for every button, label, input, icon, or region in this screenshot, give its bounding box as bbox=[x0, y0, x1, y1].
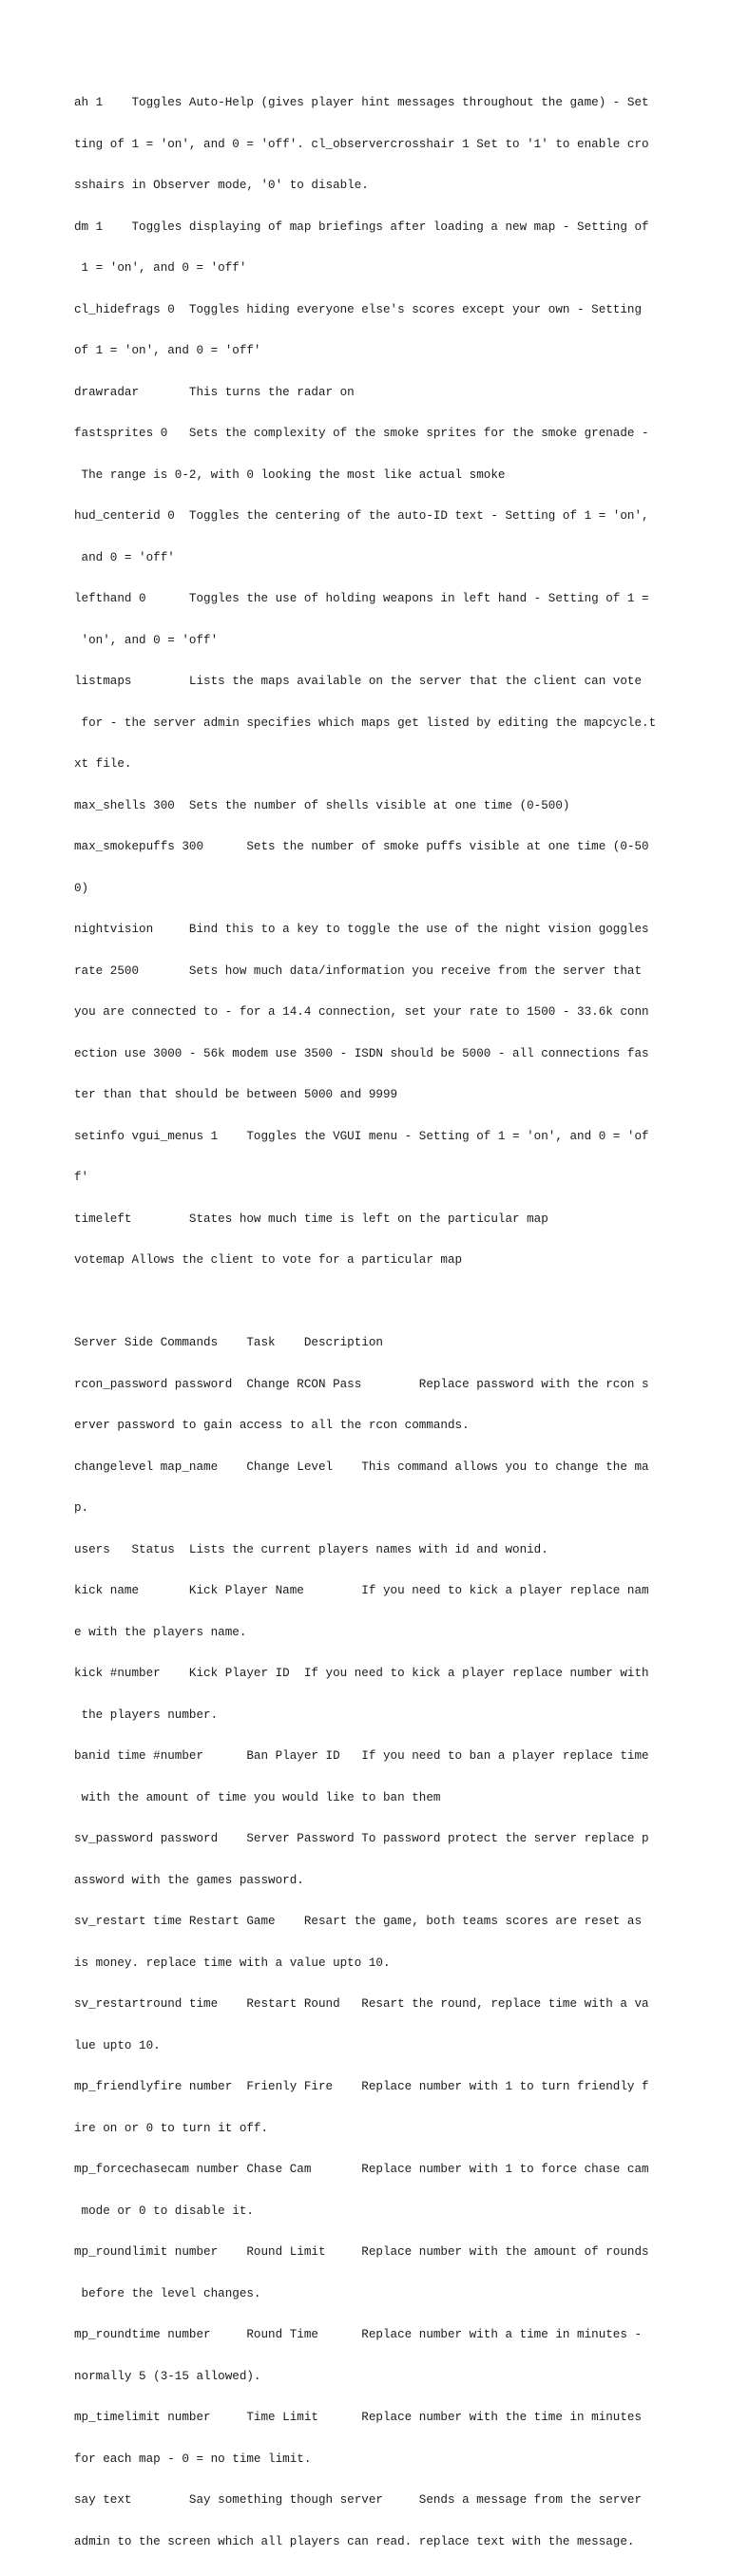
text-line: nightvision Bind this to a key to toggle the use of the night vision goggles bbox=[74, 923, 649, 936]
text-line: the players number. bbox=[74, 1708, 219, 1722]
text-line: votemap Allows the client to vote for a particular map bbox=[74, 1253, 463, 1267]
text-line: hud_centerid 0 Toggles the centering of the auto-ID text - Setting of 1 = 'on', bbox=[74, 509, 649, 523]
text-line: e with the players name. bbox=[74, 1625, 247, 1639]
text-line: timeleft States how much time is left on the particular map bbox=[74, 1212, 548, 1226]
text-line: before the level changes. bbox=[74, 2286, 261, 2300]
text-line: listmaps Lists the maps available on the server that the client can vote bbox=[74, 675, 643, 688]
text-line: mp_roundtime number Round Time Replace number with a time in minutes - bbox=[74, 2328, 643, 2341]
text-line: say text Say something though server Sends a message from the server bbox=[74, 2493, 643, 2507]
text-line: dm 1 Toggles displaying of map briefings after loading a new map - Setting of bbox=[74, 219, 649, 234]
text-line: normally 5 (3-15 allowed). bbox=[74, 2369, 261, 2383]
text-line: ire on or 0 to turn it off. bbox=[74, 2121, 269, 2135]
text-line: fastsprites 0 Sets the complexity of the smoke sprites for the smoke grenade - bbox=[74, 427, 649, 440]
text-line: for - the server admin specifies which maps get listed by editing the mapcycle.t bbox=[74, 716, 657, 730]
text-line: admin to the screen which all players can read. replace text with the message. bbox=[74, 2534, 635, 2548]
text-line: sv_restartround time Restart Round Resart the round, replace time with a va bbox=[74, 1997, 649, 2011]
text-line: with the amount of time you would like to ban them bbox=[74, 1790, 441, 1804]
text-line: max_shells 300 Sets the number of shells visible at one time (0-500) bbox=[74, 798, 570, 812]
text-line: mode or 0 to disable it. bbox=[74, 2204, 254, 2218]
text-line: ter than that should be between 5000 and 9999 bbox=[74, 1088, 398, 1101]
text-line: changelevel map_name Change Level This command allows you to change the ma bbox=[74, 1460, 649, 1474]
text-line: lefthand 0 Toggles the use of holding weapons in left hand - Setting of 1 = bbox=[74, 592, 649, 605]
text-line: lue upto 10. bbox=[74, 2038, 161, 2052]
text-line: mp_timelimit number Time Limit Replace number with the time in minutes bbox=[74, 2411, 643, 2424]
text-line: is money. replace time with a value upto 10. bbox=[74, 1956, 391, 1970]
text-line: mp_friendlyfire number Frienly Fire Replace number with 1 to turn friendly f bbox=[74, 2080, 649, 2093]
text-line: max_smokepuffs 300 Sets the number of smoke puffs visible at one time (0-50 bbox=[74, 840, 649, 853]
text-line: 1 = 'on', and 0 = 'off' bbox=[74, 261, 247, 275]
text-line: rate 2500 Sets how much data/information you receive from the server that bbox=[74, 964, 643, 978]
text-line: mp_roundlimit number Round Limit Replace number with the amount of rounds bbox=[74, 2245, 649, 2259]
text-line: mp_forcechasecam number Chase Cam Replace number with 1 to force chase cam bbox=[74, 2163, 649, 2176]
text-line: sv_password password Server Password To password protect the server replace p bbox=[74, 1832, 649, 1845]
text-line: The range is 0-2, with 0 looking the most like actual smoke bbox=[74, 467, 506, 482]
text-line: assword with the games password. bbox=[74, 1873, 304, 1887]
document-text bbox=[74, 68, 663, 2576]
text-line: users Status Lists the current players names with id and wonid. bbox=[74, 1542, 548, 1556]
text-line: and 0 = 'off' bbox=[74, 550, 175, 564]
blank-line bbox=[74, 1295, 663, 1309]
text-line: xt file. bbox=[74, 757, 132, 771]
text-line: erver password to gain access to all the rcon commands. bbox=[74, 1419, 470, 1432]
text-line: kick name Kick Player Name If you need to kick a player replace nam bbox=[74, 1584, 649, 1597]
text-line: of 1 = 'on', and 0 = 'off' bbox=[74, 344, 261, 357]
text-line: 0) bbox=[74, 881, 89, 895]
text-line: p. bbox=[74, 1501, 89, 1515]
text-line: you are connected to - for a 14.4 connection, set your rate to 1500 - 33.6k conn bbox=[74, 1005, 649, 1019]
text-line: ah 1 Toggles Auto-Help (gives player hint messages throughout the game) - Set bbox=[74, 96, 649, 109]
text-line: cl_hidefrags 0 Toggles hiding everyone else's scores except your own - Setting bbox=[74, 302, 643, 316]
section-heading: Server Side Commands Task Description bbox=[74, 1336, 383, 1349]
text-line: ection use 3000 - 56k modem use 3500 - ISDN should be 5000 - all connections fas bbox=[74, 1046, 649, 1060]
text-line: ting of 1 = 'on', and 0 = 'off'. cl_observercrosshair 1 Set to '1' to enable cro bbox=[74, 137, 649, 151]
text-line: banid time #number Ban Player ID If you need to ban a player replace time bbox=[74, 1749, 649, 1763]
text-line: for each map - 0 = no time limit. bbox=[74, 2452, 312, 2466]
text-line: setinfo vgui_menus 1 Toggles the VGUI menu - Setting of 1 = 'on', and 0 = 'of bbox=[74, 1129, 649, 1143]
text-line: f' bbox=[74, 1171, 89, 1184]
text-line: drawradar This turns the radar on bbox=[74, 385, 355, 399]
text-line: 'on', and 0 = 'off' bbox=[74, 633, 219, 647]
text-line: kick #number Kick Player ID If you need to kick a player replace number with bbox=[74, 1667, 649, 1680]
text-line: sshairs in Observer mode, '0' to disable. bbox=[74, 179, 369, 192]
text-line: sv_restart time Restart Game Resart the game, both teams scores are reset as bbox=[74, 1915, 643, 1928]
text-line: rcon_password password Change RCON Pass Replace password with the rcon s bbox=[74, 1377, 649, 1391]
